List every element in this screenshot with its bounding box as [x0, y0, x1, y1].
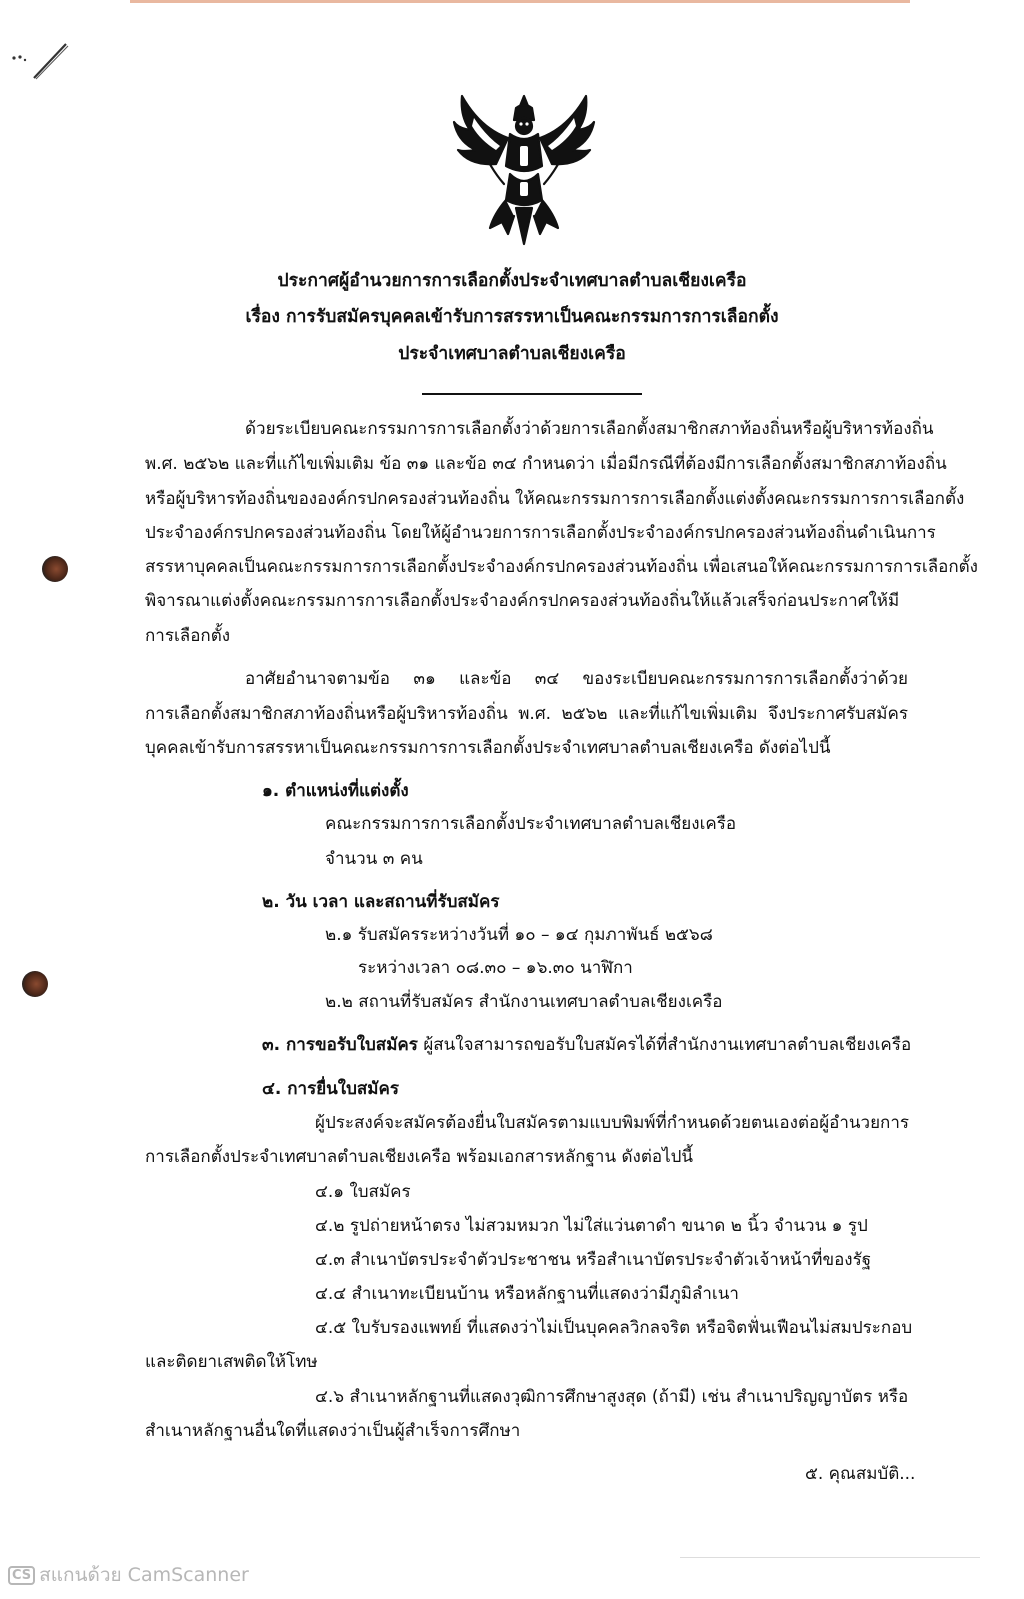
para1-line: หรือผู้บริหารท้องถิ่นขององค์กรปกครองส่วนท้องถิ่น ให้คณะกรรมการการเลือกตั้งแต่งตั้งคณะกรรมการการเลือกตั้ง: [145, 489, 965, 509]
camscanner-watermark: [8, 1560, 249, 1590]
section4-item-cont: สำเนาหลักฐานอื่นใดที่แสดงว่าเป็นผู้สำเร็จการศึกษา: [145, 1421, 521, 1441]
section4-heading: ๔. การยื่นใบสมัคร: [262, 1079, 399, 1099]
section4-intro: ผู้ประสงค์จะสมัครต้องยื่นใบสมัครตามแบบพิมพ์ที่กำหนดด้วยตนเองต่อผู้อำนวยการ: [315, 1113, 910, 1133]
section4-item: ๔.๒ รูปถ่ายหน้าตรง ไม่สวมหมวก ไม่ใส่แว่นตาดำ ขนาด ๒ นิ้ว จำนวน ๑ รูป: [315, 1216, 868, 1236]
para1-line: ประจำองค์กรปกครองส่วนท้องถิ่น โดยให้ผู้อำนวยการการเลือกตั้งประจำองค์กรปกครองส่วนท้องถิ่นดำเนินการ: [145, 523, 936, 543]
camscanner-text: สแกนด้วย CamScanner: [39, 1564, 249, 1586]
garuda-emblem: [450, 88, 598, 248]
scan-edge-line: [680, 1557, 980, 1558]
scan-top-edge: [130, 0, 910, 3]
para2-line: บุคคลเข้ารับการสรรหาเป็นคณะกรรมการการเลือกตั้งประจำเทศบาลตำบลเชียงเครือ ดังต่อไปนี้: [145, 738, 831, 758]
section4-item: ๔.๕ ใบรับรองแพทย์ ที่แสดงว่าไม่เป็นบุคคลวิกลจริต หรือจิตฟั่นเฟือนไม่สมประกอบ: [315, 1318, 913, 1338]
para1-line: ด้วยระเบียบคณะกรรมการการเลือกตั้งว่าด้วยการเลือกตั้งสมาชิกสภาท้องถิ่นหรือผู้บริหารท้องถิ่น: [245, 419, 934, 439]
para2-line: การเลือกตั้งสมาชิกสภาท้องถิ่นหรือผู้บริหารท้องถิ่น พ.ศ. ๒๕๖๒ และที่แก้ไขเพิ่มเติม จึงประกาศรับสมัคร: [145, 704, 908, 724]
para1-line: การเลือกตั้ง: [145, 626, 231, 646]
section4-item: ๔.๔ สำเนาทะเบียนบ้าน หรือหลักฐานที่แสดงว่ามีภูมิลำเนา: [315, 1284, 739, 1304]
section2-dates: ๒.๑ รับสมัครระหว่างวันที่ ๑๐ – ๑๔ กุมภาพันธ์ ๒๕๖๘: [325, 925, 713, 945]
section1-heading: ๑. ตำแหน่งที่แต่งตั้ง: [262, 781, 409, 801]
section3: [262, 1031, 911, 1058]
announcement-subject-cont: ประจำเทศบาลตำบลเชียงเครือ: [398, 344, 626, 364]
announcement-title: ประกาศผู้อำนวยการการเลือกตั้งประจำเทศบาลตำบลเชียงเครือ: [277, 271, 747, 291]
section3-heading: ๓. การขอรับใบสมัคร: [262, 1035, 418, 1055]
punch-hole-bottom: [22, 971, 48, 997]
para1-line: สรรหาบุคคลเป็นคณะกรรมการการเลือกตั้งประจำองค์กรปกครองส่วนท้องถิ่น เพื่อเสนอให้คณะกรรมการการเลือกตั้ง: [145, 557, 978, 577]
section3-text: ผู้สนใจสามารถขอรับใบสมัครได้ที่สำนักงานเทศบาลตำบลเชียงเครือ: [423, 1035, 912, 1055]
announcement-subject: เรื่อง การรับสมัครบุคคลเข้ารับการสรรหาเป็นคณะกรรมการการเลือกตั้ง: [245, 307, 779, 327]
title-divider: [422, 393, 642, 395]
section4-intro: การเลือกตั้งประจำเทศบาลตำบลเชียงเครือ พร้อมเอกสารหลักฐาน ดังต่อไปนี้: [145, 1147, 694, 1167]
section4-item-cont: และติดยาเสพติดให้โทษ: [145, 1352, 318, 1372]
para1-line: พ.ศ. ๒๕๖๒ และที่แก้ไขเพิ่มเติม ข้อ ๓๑ และข้อ ๓๔ กำหนดว่า เมื่อมีกรณีที่ต้องมีการเลือกตั้งสมาชิกสภาท้องถิ่น: [145, 454, 947, 474]
section4-item: ๔.๑ ใบสมัคร: [315, 1182, 411, 1202]
continuation-marker: ๕. คุณสมบัติ...: [805, 1464, 916, 1484]
section4-item: ๔.๖ สำเนาหลักฐานที่แสดงวุฒิการศึกษาสูงสุด (ถ้ามี) เช่น สำเนาปริญญาบัตร หรือ: [315, 1387, 909, 1407]
section1-count: จำนวน ๓ คน: [325, 849, 423, 869]
section2-location: ๒.๒ สถานที่รับสมัคร สำนักงานเทศบาลตำบลเชียงเครือ: [325, 992, 723, 1012]
section2-heading: ๒. วัน เวลา และสถานที่รับสมัคร: [262, 892, 500, 912]
pen-mark: [8, 38, 88, 88]
punch-hole-top: [42, 556, 68, 582]
para1-line: พิจารณาแต่งตั้งคณะกรรมการการเลือกตั้งประจำองค์กรปกครองส่วนท้องถิ่นให้แล้วเสร็จก่อนประกาศให้มี: [145, 591, 900, 611]
section4-item: ๔.๓ สำเนาบัตรประจำตัวประชาชน หรือสำเนาบัตรประจำตัวเจ้าหน้าที่ของรัฐ: [315, 1250, 872, 1270]
para2-line: อาศัยอำนาจตามข้อ ๓๑ และข้อ ๓๔ ของระเบียบคณะกรรมการการเลือกตั้งว่าด้วย: [245, 669, 908, 689]
section2-hours: ระหว่างเวลา ๐๘.๓๐ – ๑๖.๓๐ นาฬิกา: [358, 958, 633, 978]
section1-position: คณะกรรมการการเลือกตั้งประจำเทศบาลตำบลเชียงเครือ: [325, 814, 737, 834]
camscanner-logo-icon: CS: [8, 1566, 35, 1585]
